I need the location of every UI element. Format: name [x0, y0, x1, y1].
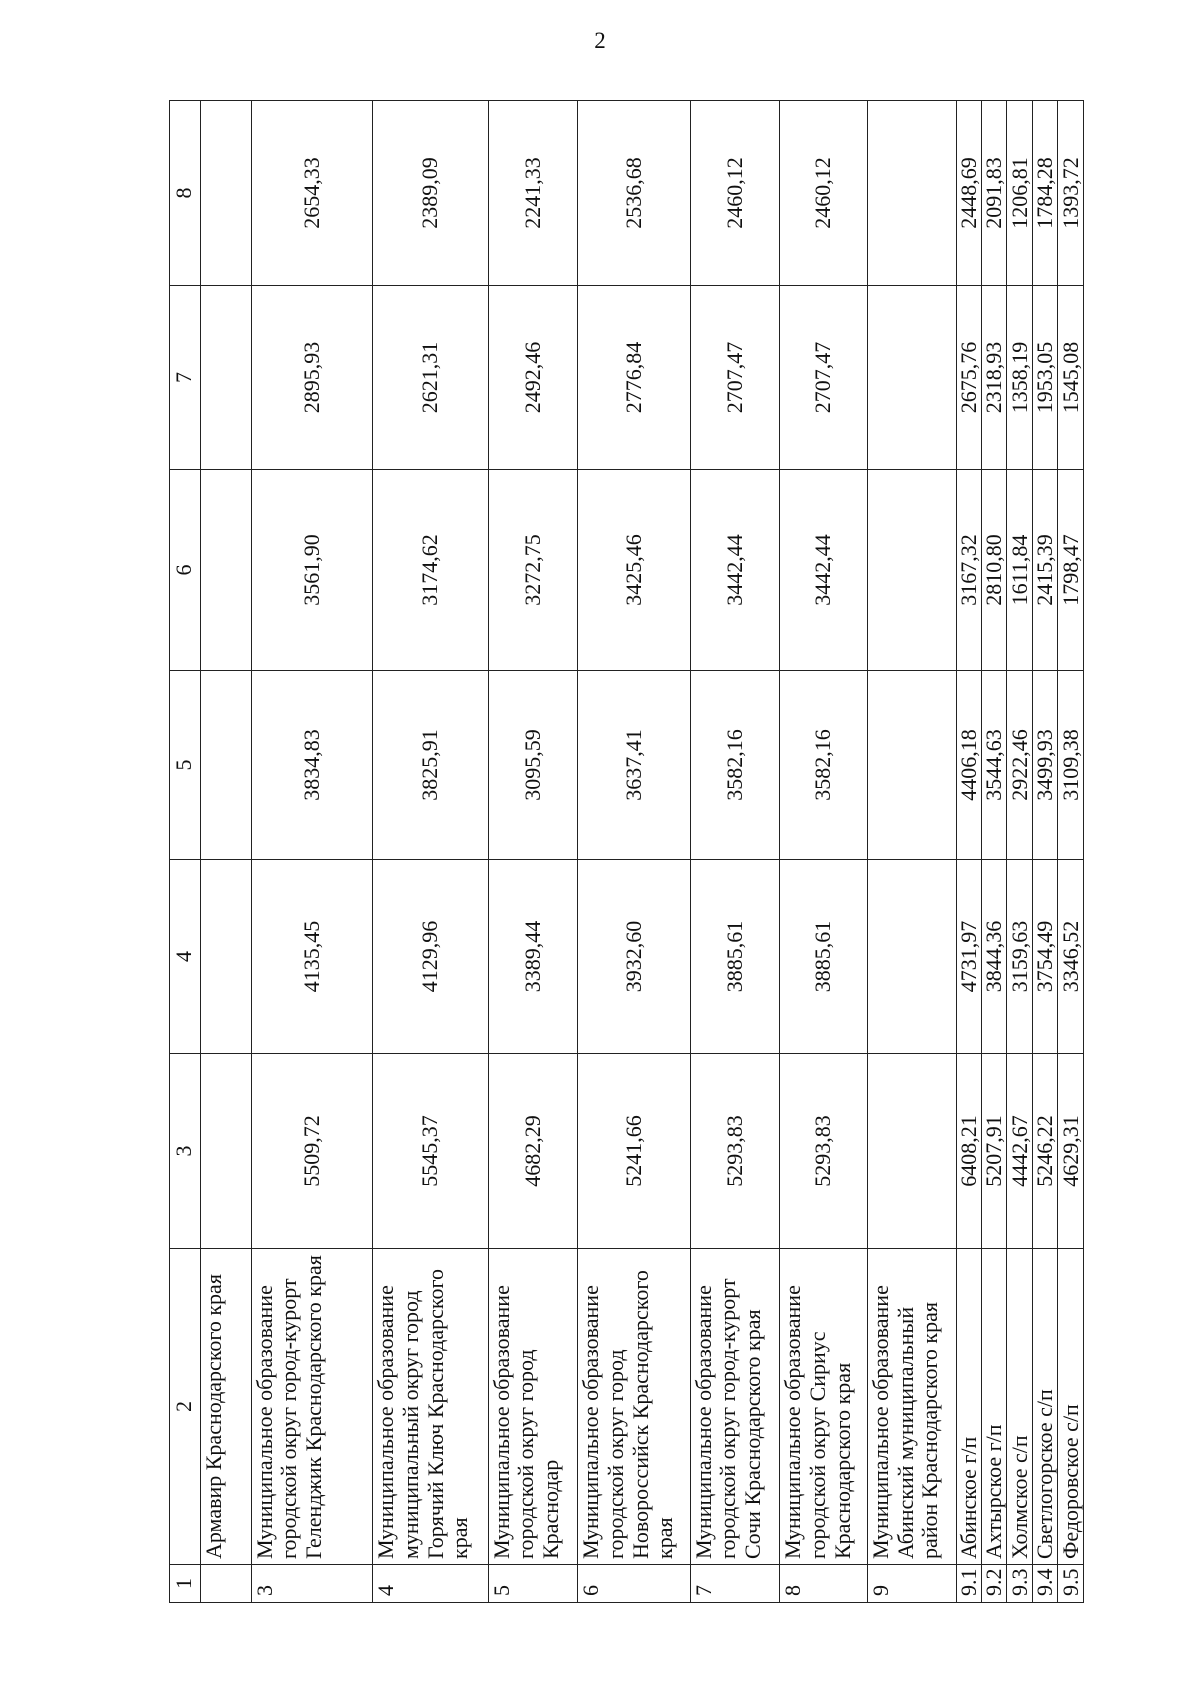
municipality-name-cell: Муниципальное образование городской округ Сириус Краснодарского края	[780, 1249, 868, 1565]
value-cell: 2621,31	[373, 286, 488, 470]
page-number: 2	[594, 28, 606, 53]
value-cell	[200, 470, 251, 671]
table-row	[1032, 101, 1057, 1603]
row-number-cell: 5	[488, 1565, 578, 1603]
row-number-cell: 9.1	[956, 1565, 981, 1603]
value-cell: 3582,16	[690, 671, 780, 860]
municipality-name-cell: Муниципальное образование Абинский муниципальный район Краснодарского края	[867, 1249, 956, 1565]
value-cell: 1611,84	[1007, 470, 1032, 671]
table-row	[956, 101, 981, 1603]
table-row	[488, 101, 578, 1603]
value-cell: 5246,22	[1032, 1054, 1057, 1249]
value-cell: 2707,47	[780, 286, 868, 470]
row-number-cell	[200, 1565, 251, 1603]
value-cell: 3885,61	[780, 860, 868, 1054]
value-cell	[867, 860, 956, 1054]
value-cell	[200, 286, 251, 470]
value-cell: 2389,09	[373, 101, 488, 286]
value-cell: 4406,18	[956, 671, 981, 860]
value-cell: 3442,44	[780, 470, 868, 671]
value-cell: 2675,76	[956, 286, 981, 470]
value-cell: 4129,96	[373, 860, 488, 1054]
value-cell: 3582,16	[780, 671, 868, 860]
column-number-cell: 7	[170, 286, 201, 470]
table-row	[690, 101, 780, 1603]
column-number-cell: 4	[170, 860, 201, 1054]
column-number-cell: 6	[170, 470, 201, 671]
value-cell: 3109,38	[1058, 671, 1084, 860]
value-cell: 2654,33	[251, 101, 373, 286]
value-cell: 3272,75	[488, 470, 578, 671]
value-cell: 4731,97	[956, 860, 981, 1054]
tariff-table	[169, 100, 1084, 1603]
column-number-row	[170, 101, 201, 1603]
value-cell: 5293,83	[690, 1054, 780, 1249]
value-cell: 2241,33	[488, 101, 578, 286]
value-cell: 3159,63	[1007, 860, 1032, 1054]
value-cell: 3834,83	[251, 671, 373, 860]
value-cell: 5241,66	[578, 1054, 690, 1249]
column-number-cell: 5	[170, 671, 201, 860]
municipality-name-cell: Муниципальное образование городской округ город Краснодар	[488, 1249, 578, 1565]
value-cell: 3637,41	[578, 671, 690, 860]
value-cell: 1206,81	[1007, 101, 1032, 286]
value-cell: 3561,90	[251, 470, 373, 671]
row-number-cell: 9.4	[1032, 1565, 1057, 1603]
value-cell: 2318,93	[982, 286, 1007, 470]
municipality-name-cell: Федоровское с/п	[1058, 1249, 1084, 1565]
value-cell: 3095,59	[488, 671, 578, 860]
value-cell: 2922,46	[1007, 671, 1032, 860]
value-cell: 2448,69	[956, 101, 981, 286]
municipality-name-cell: Муниципальное образование городской округ город-курорт Сочи Краснодарского края	[690, 1249, 780, 1565]
municipality-name-cell: Муниципальное образование городской округ город-курорт Геленджик Краснодарского края	[251, 1249, 373, 1565]
value-cell: 2460,12	[690, 101, 780, 286]
value-cell: 2810,80	[982, 470, 1007, 671]
value-cell: 3442,44	[690, 470, 780, 671]
table-row	[251, 101, 373, 1603]
table-row	[780, 101, 868, 1603]
value-cell: 3754,49	[1032, 860, 1057, 1054]
municipality-name-cell: Холмское с/п	[1007, 1249, 1032, 1565]
column-number-cell: 3	[170, 1054, 201, 1249]
value-cell	[867, 1054, 956, 1249]
value-cell: 3844,36	[982, 860, 1007, 1054]
value-cell: 4442,67	[1007, 1054, 1032, 1249]
municipality-name-cell: Муниципальное образование муниципальный округ город Горячий Ключ Краснодарского края	[373, 1249, 488, 1565]
row-number-cell: 3	[251, 1565, 373, 1603]
value-cell: 4629,31	[1058, 1054, 1084, 1249]
row-number-cell: 9.3	[1007, 1565, 1032, 1603]
table-row	[1007, 101, 1032, 1603]
value-cell: 1358,19	[1007, 286, 1032, 470]
row-number-cell: 6	[578, 1565, 690, 1603]
value-cell: 3499,93	[1032, 671, 1057, 860]
row-number-cell: 9	[867, 1565, 956, 1603]
row-number-cell: 9.5	[1058, 1565, 1084, 1603]
value-cell: 5293,83	[780, 1054, 868, 1249]
value-cell: 4135,45	[251, 860, 373, 1054]
value-cell: 5545,37	[373, 1054, 488, 1249]
municipality-name-cell: Армавир Краснодарского края	[200, 1249, 251, 1565]
value-cell: 2895,93	[251, 286, 373, 470]
value-cell: 1798,47	[1058, 470, 1084, 671]
value-cell: 4682,29	[488, 1054, 578, 1249]
table-row	[1058, 101, 1084, 1603]
table-row	[578, 101, 690, 1603]
value-cell: 1953,05	[1032, 286, 1057, 470]
municipality-name-cell: Ахтырское г/п	[982, 1249, 1007, 1565]
value-cell	[200, 101, 251, 286]
value-cell	[867, 470, 956, 671]
value-cell	[867, 286, 956, 470]
value-cell: 3825,91	[373, 671, 488, 860]
value-cell: 3346,52	[1058, 860, 1084, 1054]
value-cell: 3932,60	[578, 860, 690, 1054]
table-row	[982, 101, 1007, 1603]
column-number-cell: 1	[170, 1565, 201, 1603]
municipality-name-cell: Абинское г/п	[956, 1249, 981, 1565]
value-cell: 2415,39	[1032, 470, 1057, 671]
value-cell: 2091,83	[982, 101, 1007, 286]
value-cell: 2707,47	[690, 286, 780, 470]
table-row	[373, 101, 488, 1603]
table-row	[200, 101, 251, 1603]
table-row	[867, 101, 956, 1603]
value-cell: 5509,72	[251, 1054, 373, 1249]
value-cell: 1393,72	[1058, 101, 1084, 286]
value-cell: 1545,08	[1058, 286, 1084, 470]
value-cell: 3167,32	[956, 470, 981, 671]
value-cell: 6408,21	[956, 1054, 981, 1249]
municipality-name-cell: Муниципальное образование городской округ город Новороссийск Краснодарского края	[578, 1249, 690, 1565]
value-cell	[200, 1054, 251, 1249]
row-number-cell: 9.2	[982, 1565, 1007, 1603]
value-cell: 3544,63	[982, 671, 1007, 860]
column-number-cell: 8	[170, 101, 201, 286]
municipality-name-cell: Светлогорское с/п	[1032, 1249, 1057, 1565]
value-cell: 1784,28	[1032, 101, 1057, 286]
value-cell: 3885,61	[690, 860, 780, 1054]
value-cell	[867, 101, 956, 286]
value-cell: 2460,12	[780, 101, 868, 286]
rotated-table-container	[169, 101, 1084, 1603]
row-number-cell: 7	[690, 1565, 780, 1603]
value-cell: 3425,46	[578, 470, 690, 671]
value-cell	[200, 860, 251, 1054]
row-number-cell: 4	[373, 1565, 488, 1603]
value-cell: 2536,68	[578, 101, 690, 286]
value-cell	[867, 671, 956, 860]
value-cell: 2776,84	[578, 286, 690, 470]
column-number-cell: 2	[170, 1249, 201, 1565]
value-cell: 2492,46	[488, 286, 578, 470]
value-cell: 3389,44	[488, 860, 578, 1054]
value-cell	[200, 671, 251, 860]
value-cell: 5207,91	[982, 1054, 1007, 1249]
value-cell: 3174,62	[373, 470, 488, 671]
row-number-cell: 8	[780, 1565, 868, 1603]
